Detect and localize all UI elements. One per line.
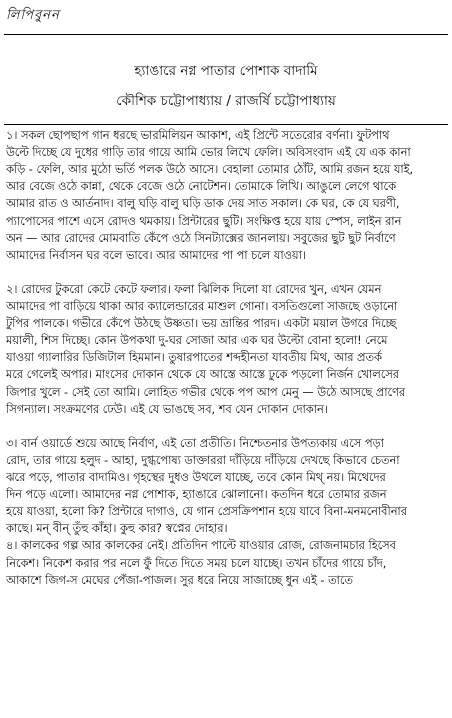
body-line: রোদ, তার গায়ে হলুদ - আহা, দুগ্ধপোষ্য ডাক্তাররা দাঁড়িয়ে দাঁড়িয়ে দেখছে কিভাবে চেতনা [6, 453, 400, 467]
body-line: আকাশে জিগ-স মেঘের পেঁজা-পাজল। সুর ধরে নিয়ে সাজাচ্ছে ধুন এই - তাতে [6, 573, 353, 587]
body-line: কাছে। মন্ বীন্ তুঁহু কাঁহা। কুহু কার? স্বপ্নের দোহার। [6, 522, 228, 536]
body-line: আমার রাত ও আর্তনাদ। বালু ঘড়ি বালু ঘড়ি ডাক দেয় সাত সকাল। কে ঘর, কে যে ঘরণী, [6, 197, 400, 211]
header-divider [4, 34, 448, 35]
body-line: ২। রোদের টুকরো কেটে কেটে ফলার। ফলা ঝিলিক দিলো যা রোদের খুন, এখন যেমন [6, 282, 382, 296]
article-authors: কৌশিক চট্টোপাধ্যায় / রাজর্ষি চট্টোপাধ্যায় [116, 93, 336, 109]
body-line: টুপির পালকে। গভীরে কেঁপে উঠছে উষ্ণতা। ভয় ভ্রান্তির পারদ। একটা ময়াল উগরে দিচ্ছে [6, 317, 397, 331]
body-line: আমাদের নির্বাসন ঘর বলে ভাবে। আর আমাদের পা পা চলে যাওয়া। [6, 248, 306, 262]
title-divider [4, 124, 448, 125]
body-line: ১। সকল ছোপছাপ গান ধরছে ভারমিলিয়ন আকাশ, এই প্রিন্টে সতেরোর বর্ণনা। ফুটপাথ [6, 129, 390, 142]
body-line: মরে গেলেই অপার। মাংসের দোকান থেকে যে আস্তে আস্তে ঢুকে পড়লো নির্জন খোলসের [6, 368, 399, 382]
body-line: সিগন্যাল। সংক্রমণের ঢেউ। এই যে ভাঙছে সব, শব যেন দোকান দোকান। [6, 402, 328, 416]
body-line: আমাদের পা বাড়িয়ে থাকা আর ক্যালেন্ডারের মাশুল গোনা। বসতিগুলো সাজছে ওড়ানো [6, 300, 398, 313]
body-line: অন — আর রোদের মোমবাতি কেঁপে ওঠে সিনট্যাক্সের জানলায়। সবুজের ছুট ছুট নির্বাণে [6, 231, 396, 245]
body-line: উল্টে দিচ্ছে যে দুধের গাড়ি তার গায়ে আমি ভোর লিখে ফেলি। অবিসংবাদ এই যে এক কানা [6, 146, 411, 160]
body-line: ৩। বার্ন ওয়ার্ডে শুয়ে আছে নির্বাণ, এই তো প্রতীতি। নিশ্চেতনার উপত্যকায় এসে পড়া [6, 436, 384, 450]
site-brand: লিপিবুনন [6, 8, 60, 23]
body-line: ঝরে পড়ে, পাতার বাদামিও। গৃহস্থের দুধও উথলে যাচ্ছে, তবে কোন মিথ্ নয়। মিথেদের [6, 471, 386, 484]
body-line: ৪। কালকের গল্প আর কালকের নেই। প্রতিদিন পাল্টে যাওয়ার রোজ, রোজনামচার হিসেব [6, 539, 396, 553]
body-line: যাওয়া গ্যালারির ডিজিটাল হিমমান। তুষারপাতের শব্দহীনতা যাবতীয় মিথ, আর প্রতর্ক [6, 351, 382, 365]
body-line: নিকেশ। নিকেশ করার পর নলে ফুঁ দিতে দিতে সময় চলে যাচ্ছে। তখন চাঁদের গায়ে চাঁদ, [6, 556, 387, 570]
body-line: কড়ি - ফেলি, আর মুঠো ভর্তি পলক উঠে আসে। বেহালা তোমার ঠোঁট, আমি রজন হয়ে যাই, [6, 163, 414, 177]
body-line: আর বেজে ওঠে কান্না, থেকে বেজে ওঠে নোটেশন। তোমাকে লিখি। আঙুলে লেগে থাকে [6, 180, 396, 194]
article-title: হ্যাঙারে নগ্ন পাতার পোশাক বাদামি [134, 63, 318, 79]
body-line: জিপার খুলে - সেই তো আমি। লোহিত গভীর থেকে পপ আপ মেনু — উঠে আসছে প্রাণের [6, 385, 406, 399]
body-line: প্যাপোসের পাশে এসে রোদও থমকায়। প্রিন্টারের ছুটি। সংক্ষিপ্ত হয়ে যায় স্পেস, লাইন রান [6, 214, 402, 228]
body-line: ময়ালী, শিস দিচ্ছে। কোন উপকথা দু-ঘর সোজা আর এক ঘর উল্টো বোনা হলো! নেমে [6, 334, 388, 348]
body-line: হয়ে যাওয়া, হলো কি? প্রিন্টারে দাগাও, যে গান প্রেসক্রিপশান হয়ে যাবে বিনা-মনমনোবীনার [6, 505, 407, 519]
body-line: দিন পড়ে এলো। আমাদের নগ্ন পোশাক, হ্যাঙারে ঝোলানো। কতদিন ধরে তোমার রজন [6, 488, 387, 502]
